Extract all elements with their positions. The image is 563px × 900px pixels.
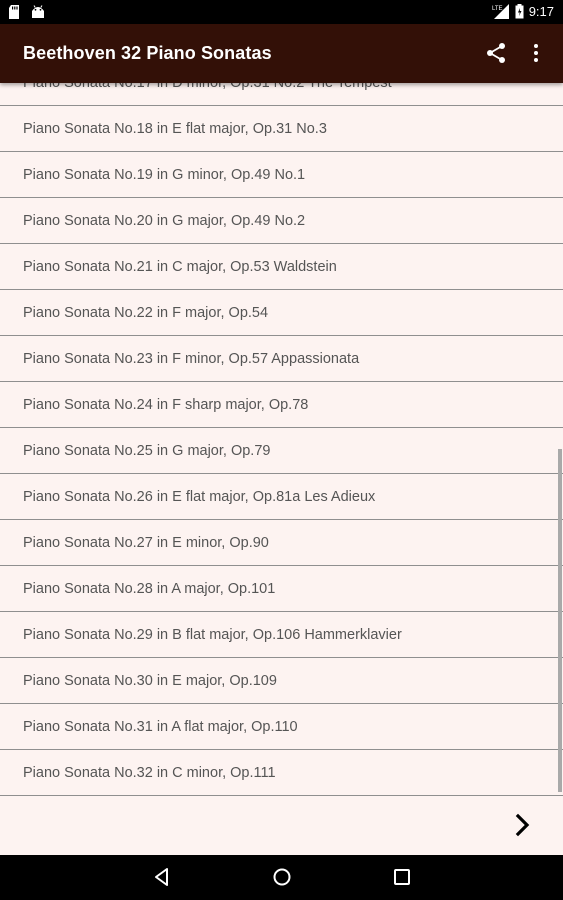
status-time: 9:17	[528, 4, 554, 19]
list-item[interactable]	[0, 106, 563, 152]
list-item[interactable]	[0, 336, 563, 382]
list-item[interactable]	[0, 704, 563, 750]
notification-android-icon	[31, 5, 45, 19]
chevron-right-icon	[508, 810, 538, 840]
list-item-label: Piano Sonata No.30 in E major, Op.109	[23, 672, 277, 689]
status-icons	[492, 4, 554, 19]
list-item[interactable]	[0, 750, 563, 796]
scrollbar[interactable]	[558, 449, 562, 792]
list-item-label: Piano Sonata No.24 in F sharp major, Op.78	[23, 396, 309, 413]
notification-sd-icon	[9, 5, 21, 19]
list-item[interactable]	[0, 428, 563, 474]
navigation-bar	[0, 855, 563, 900]
next-page-button[interactable]	[508, 810, 538, 840]
app-bar	[0, 24, 563, 83]
network-type-label: LTE	[491, 6, 503, 12]
share-button[interactable]	[484, 41, 508, 65]
signal-icon	[492, 4, 510, 19]
list-item[interactable]	[0, 152, 563, 198]
list-item-label: Piano Sonata No.18 in E flat major, Op.31 No.3	[23, 120, 327, 137]
list-item[interactable]	[0, 612, 563, 658]
status-bar	[0, 0, 563, 24]
list-item-label: Piano Sonata No.32 in C minor, Op.111	[23, 764, 276, 781]
list-item-label: Piano Sonata No.25 in G major, Op.79	[23, 442, 271, 459]
more-vert-icon	[524, 41, 548, 65]
notification-icons	[9, 5, 45, 19]
list-item[interactable]	[0, 474, 563, 520]
list-item-label: Piano Sonata No.27 in E minor, Op.90	[23, 534, 269, 551]
nav-home-button[interactable]	[272, 867, 292, 887]
list-item[interactable]	[0, 658, 563, 704]
list-item[interactable]	[0, 244, 563, 290]
list-item[interactable]	[0, 566, 563, 612]
nav-home-icon	[272, 867, 292, 887]
nav-back-button[interactable]	[152, 867, 172, 887]
list-item-label: Piano Sonata No.23 in F minor, Op.57 Appassionata	[23, 350, 360, 367]
list-item-label: Piano Sonata No.21 in C major, Op.53 Waldstein	[23, 258, 337, 275]
list-item-label: Piano Sonata No.26 in E flat major, Op.81a Les Adieux	[23, 488, 376, 505]
sonata-list[interactable]	[0, 83, 563, 795]
list-item-label: Piano Sonata No.28 in A major, Op.101	[23, 580, 276, 597]
list-item-label: Piano Sonata No.20 in G major, Op.49 No.2	[23, 212, 306, 229]
nav-recents-button[interactable]	[392, 867, 412, 887]
list-item[interactable]	[0, 520, 563, 566]
list-item[interactable]	[0, 290, 563, 336]
overflow-menu-button[interactable]	[524, 41, 548, 65]
list-item-label: Piano Sonata No.31 in A flat major, Op.110	[23, 718, 298, 735]
nav-recents-icon	[392, 867, 412, 887]
list-item[interactable]	[0, 198, 563, 244]
list-item-label: Piano Sonata No.19 in G minor, Op.49 No.1	[23, 166, 306, 183]
app-title: Beethoven 32 Piano Sonatas	[23, 43, 272, 63]
list-item-label: Piano Sonata No.22 in F major, Op.54	[23, 304, 269, 321]
nav-back-icon	[152, 867, 172, 887]
list-item[interactable]	[0, 382, 563, 428]
battery-icon	[515, 4, 524, 19]
list-item-label: Piano Sonata No.29 in B flat major, Op.106 Hammerklavier	[23, 626, 402, 643]
sonata-list-content	[0, 60, 563, 796]
share-icon	[484, 41, 508, 65]
